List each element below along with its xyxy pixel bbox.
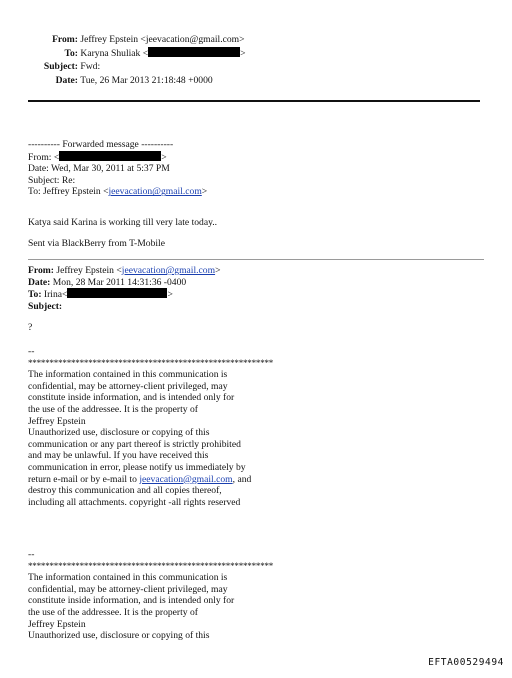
document-id: EFTA00529494 xyxy=(428,657,504,669)
quoted-body: ? xyxy=(28,322,33,333)
disclaimer-dashes: -- xyxy=(28,346,35,357)
disclaimer-line: constitute inside information, and is intended only for xyxy=(28,392,235,404)
redaction-box xyxy=(59,151,161,161)
disclaimer-block-1 xyxy=(28,346,273,508)
quoted-date-label: Date: xyxy=(28,276,51,288)
forwarded-to-prefix: To: Jeffrey Epstein < xyxy=(28,186,109,198)
header-subject-value: Fwd: xyxy=(80,61,101,72)
disclaimer-line: Jeffrey Epstein xyxy=(28,415,86,427)
quoted-subject-label: Subject: xyxy=(28,300,63,312)
disclaimer-line: constitute inside information, and is intended only for xyxy=(28,595,235,607)
disclaimer-line: the use of the addressee. It is the property of xyxy=(28,403,198,415)
disclaimer-line: destroy this communication and all copies thereof, xyxy=(28,485,222,497)
disclaimer-line: Jeffrey Epstein xyxy=(28,618,86,630)
disclaimer-line: confidential, may be attorney-client privileged, may xyxy=(28,583,228,595)
header-from-value: Jeffrey Epstein <jeevacation@gmail.com> xyxy=(80,34,245,45)
header-date-value: Tue, 26 Mar 2013 21:18:48 +0000 xyxy=(80,75,213,86)
redaction-box xyxy=(67,288,167,298)
disclaimer-line: The information contained in this communication is xyxy=(28,369,228,381)
forwarded-to-suffix: > xyxy=(201,186,208,198)
disclaimer-stars: ********************************************************* xyxy=(28,357,274,368)
quoted-header xyxy=(28,265,220,312)
forwarded-from-prefix: From: < xyxy=(28,151,60,163)
quoted-from-suffix: > xyxy=(215,265,221,276)
disclaimer-line: the use of the addressee. It is the property of xyxy=(28,606,198,618)
forwarded-to-email-link[interactable]: jeevacation@gmail.com xyxy=(108,186,202,198)
header-to-suffix: > xyxy=(240,48,246,59)
disclaimer-block-2 xyxy=(28,549,273,642)
disclaimer-email-link[interactable]: jeevacation@gmail.com xyxy=(139,473,233,485)
quoted-date-value: Mon, 28 Mar 2011 14:31:36 -0400 xyxy=(50,276,187,288)
message-body: Katya said Karina is working till very late today.. xyxy=(28,217,218,228)
header-subject-label: Subject: xyxy=(43,61,78,72)
disclaimer-line: and may be unlawful. If you have received this xyxy=(28,450,209,462)
disclaimer-line: Unauthorized use, disclosure or copying of this xyxy=(28,427,210,439)
forwarded-subject: Subject: Re: xyxy=(28,174,76,186)
disclaimer-line: Unauthorized use, disclosure or copying of this xyxy=(28,630,210,642)
quoted-from-email-link[interactable]: jeevacation@gmail.com xyxy=(121,265,216,276)
header-from-label: From: xyxy=(52,34,78,45)
disclaimer-line: including all attachments. copyright -all rights reserved xyxy=(28,496,241,508)
quoted-from-name: Jeffrey Epstein < xyxy=(53,265,122,276)
quoted-to-suffix: > xyxy=(167,289,173,301)
quoted-divider xyxy=(28,259,484,260)
quoted-to-label: To: xyxy=(28,289,42,301)
disclaimer-stars: ********************************************************* xyxy=(28,560,274,571)
forwarded-message-block xyxy=(28,139,207,198)
redaction-box xyxy=(148,47,240,57)
disclaimer-dashes: -- xyxy=(28,549,35,560)
disclaimer-line: confidential, may be attorney-client privileged, may xyxy=(28,380,228,392)
header-divider xyxy=(28,100,480,102)
forwarded-divider: ---------- Forwarded message ---------- xyxy=(28,139,174,150)
disclaimer-return-suffix: , and xyxy=(232,473,252,485)
header-to-label: To: xyxy=(64,48,78,59)
quoted-to-value: Irina< xyxy=(41,289,68,301)
disclaimer-line: communication or any part thereof is strictly prohibited xyxy=(28,438,241,450)
disclaimer-return-text: return e-mail or by e-mail to xyxy=(28,473,140,485)
header-to-value: Karyna Shuliak < xyxy=(80,48,149,59)
header-date-label: Date: xyxy=(55,75,78,86)
forwarded-from-suffix: > xyxy=(161,151,167,163)
disclaimer-line: The information contained in this communication is xyxy=(28,572,228,584)
forwarded-date: Date: Wed, Mar 30, 2011 at 5:37 PM xyxy=(28,163,170,175)
disclaimer-line: communication in error, please notify us immediately by xyxy=(28,461,246,473)
quoted-from-label: From: xyxy=(28,265,54,276)
message-signature: Sent via BlackBerry from T-Mobile xyxy=(28,238,165,249)
